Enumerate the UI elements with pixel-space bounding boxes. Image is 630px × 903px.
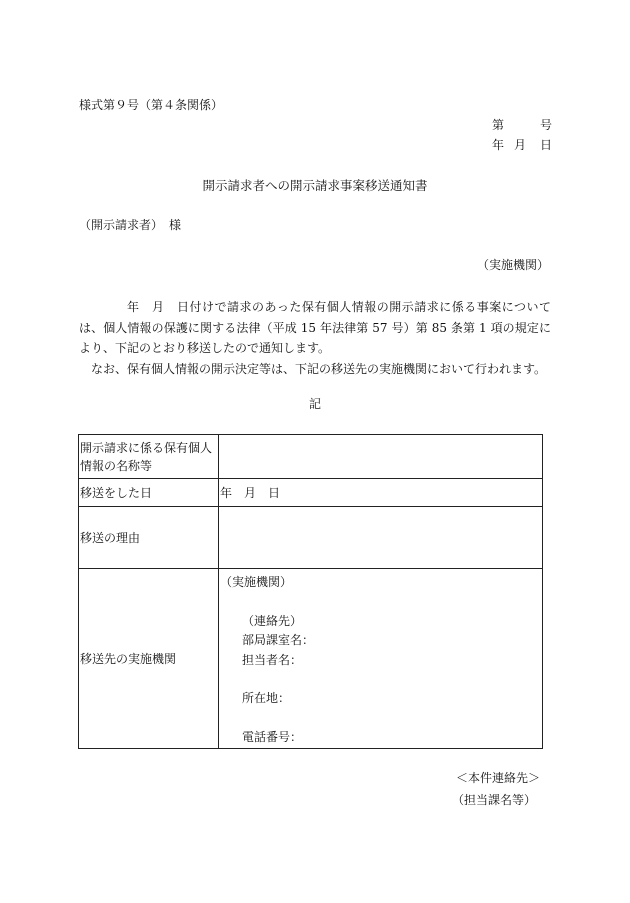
- row-destination-label: 移送先の実施機関: [79, 569, 219, 749]
- row-destination-value: [219, 569, 543, 749]
- row-transfer-reason-label: 移送の理由: [79, 507, 219, 569]
- row-requested-info-label: 開示請求に係る保有個人情報の名称等: [79, 435, 219, 479]
- body-paragraph-2: なお、保有個人情報の開示決定等は、下記の移送先の実施機関において行われます。: [91, 361, 547, 376]
- notice-body: [79, 297, 551, 379]
- row-requested-info-value: [219, 435, 543, 479]
- table-row: [79, 435, 543, 479]
- table-row: [79, 569, 543, 749]
- date-year: 年: [492, 138, 505, 152]
- row-transfer-reason-value: [219, 507, 543, 569]
- destination-person: 担当者名：: [242, 652, 303, 667]
- row-transfer-date-value: 年 月 日: [219, 479, 543, 507]
- sender-agency: （実施機関）: [476, 258, 549, 272]
- destination-phone: 電話番号：: [242, 729, 303, 744]
- table-row: [79, 479, 543, 507]
- body-paragraph-1: 年 月 日付けで請求のあった保有個人情報の開示請求に係る事案については、個人情報の保護に関する法律（平成 15 年法律第 57 号）第 85 条第 1 項の規定により、下記のとおり移送したので通知します。: [79, 300, 551, 355]
- transfer-details-table: [78, 434, 543, 749]
- destination-address: 所在地：: [242, 691, 291, 705]
- row-transfer-date-label: 移送をした日: [79, 479, 219, 507]
- destination-agency: （実施機関）: [220, 575, 293, 589]
- ki-heading: 記: [308, 397, 321, 411]
- destination-contact-heading: （連絡先）: [242, 613, 303, 628]
- date-month: 月: [514, 138, 527, 152]
- doc-number-prefix: 第: [492, 118, 505, 132]
- table-row: [79, 507, 543, 569]
- date-day: 日: [540, 138, 553, 152]
- contact-label: ＜本件連絡先＞: [455, 771, 540, 785]
- document-title: 開示請求者への開示請求事案移送通知書: [202, 178, 428, 193]
- contact-dept: （担当課名等）: [451, 793, 536, 807]
- document-number: [492, 119, 552, 131]
- document-date: [492, 139, 552, 151]
- doc-number-suffix: 号: [540, 118, 553, 132]
- form-number: 様式第９号（第４条関係）: [79, 98, 224, 112]
- addressee: （開示請求者） 様: [79, 218, 182, 232]
- destination-dept: 部局課室名：: [242, 633, 315, 647]
